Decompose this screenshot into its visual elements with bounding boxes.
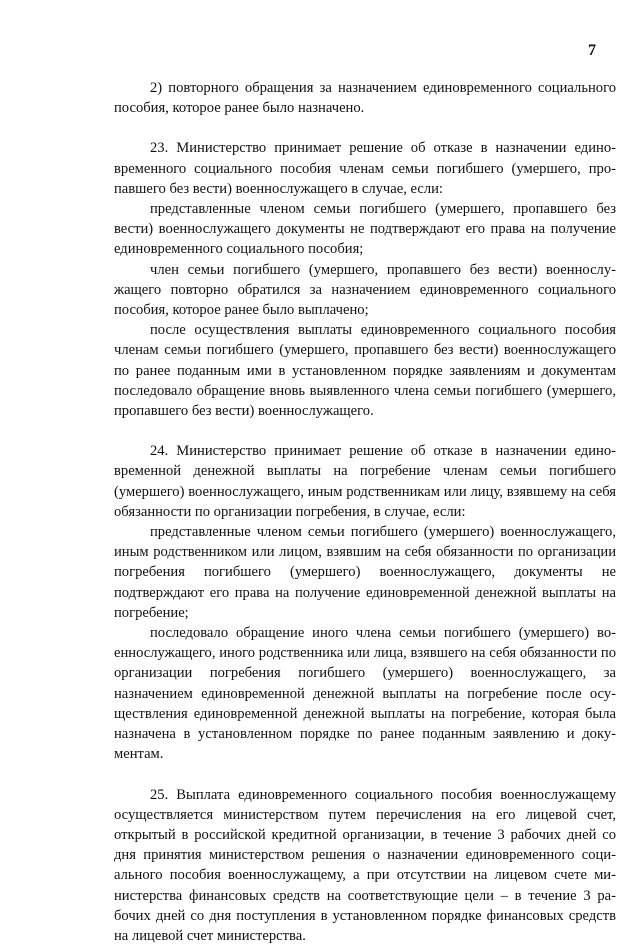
paragraph-24-condition-1: представленные членом семьи погибшего (умершего) военнослужащего, иным родственником или лицом, взявшим на себя обязанности по организации погребения погибшего (умершего) военнослужащего, документы не подтверждают его права на получение единовременной денежной выплаты на погребение; bbox=[114, 522, 616, 623]
page-number: 7 bbox=[588, 42, 596, 60]
paragraph-23-condition-2: член семьи погибшего (умершего, пропавшего без вести) военнослужащего повторно обратился за назначением единовременного социального пособия, которое ранее было выплачено; bbox=[114, 260, 616, 321]
paragraph-24-intro: 24. Министерство принимает решение об отказе в назначении единовременной денежной выплаты на погребение членам семьи погибшего (умершего) военнослужащего, иным родственникам или лицу, взявшему на себя обязанности по организации погребения, в случае, если: bbox=[114, 441, 616, 522]
paragraph-23-intro: 23. Министерство принимает решение об отказе в назначении единовременного социального пособия членам семьи погибшего (умершего, пропавшего без вести) военнослужащего в случае, если: bbox=[114, 138, 616, 199]
paragraph-23-condition-1: представленные членом семьи погибшего (умершего, пропавшего без вести) военнослужащего документы не подтверждают его права на получение единовременного социального пособия; bbox=[114, 199, 616, 260]
paragraph-22-item-2: 2) повторного обращения за назначением единовременного социального пособия, которое ранее было назначено. bbox=[114, 78, 616, 118]
paragraph-23-condition-3: после осуществления выплаты единовременного социального пособия членам семьи погибшего (умершего, пропавшего без вести) военнослужащего по ранее поданным ими в установленном порядке заявлениям и документам последовало обращение вновь выявленного члена семьи погибшего (умершего, пропавшего без вести) военнослужащего. bbox=[114, 320, 616, 421]
paragraph-25: 25. Выплата единовременного социального пособия военнослужащему осуществляется министерством путем перечисления на его лицевой счет, открытый в российской кредитной организации, в течение 3 рабочих дней со дня принятия министерством решения о назначении единовременного социального пособия военнослужащему, а при отсутствии на лицевом счете министерства финансовых средств на соответствующие цели – в течение 3 рабочих дней со дня поступления в установленном порядке финансовых средств на лицевой счет министерства. bbox=[114, 785, 616, 946]
document-body bbox=[114, 78, 616, 946]
paragraph-24-condition-2: последовало обращение иного члена семьи погибшего (умершего) военнослужащего, иного родственника или лица, взявшего на себя обязанности по организации погребения погибшего (умершего) военнослужащего, за назначением единовременной денежной выплаты на погребение после осуществления единовременной денежной выплаты на погребение, которая была назначена в установленном порядке по ранее поданным заявлению и документам. bbox=[114, 623, 616, 764]
